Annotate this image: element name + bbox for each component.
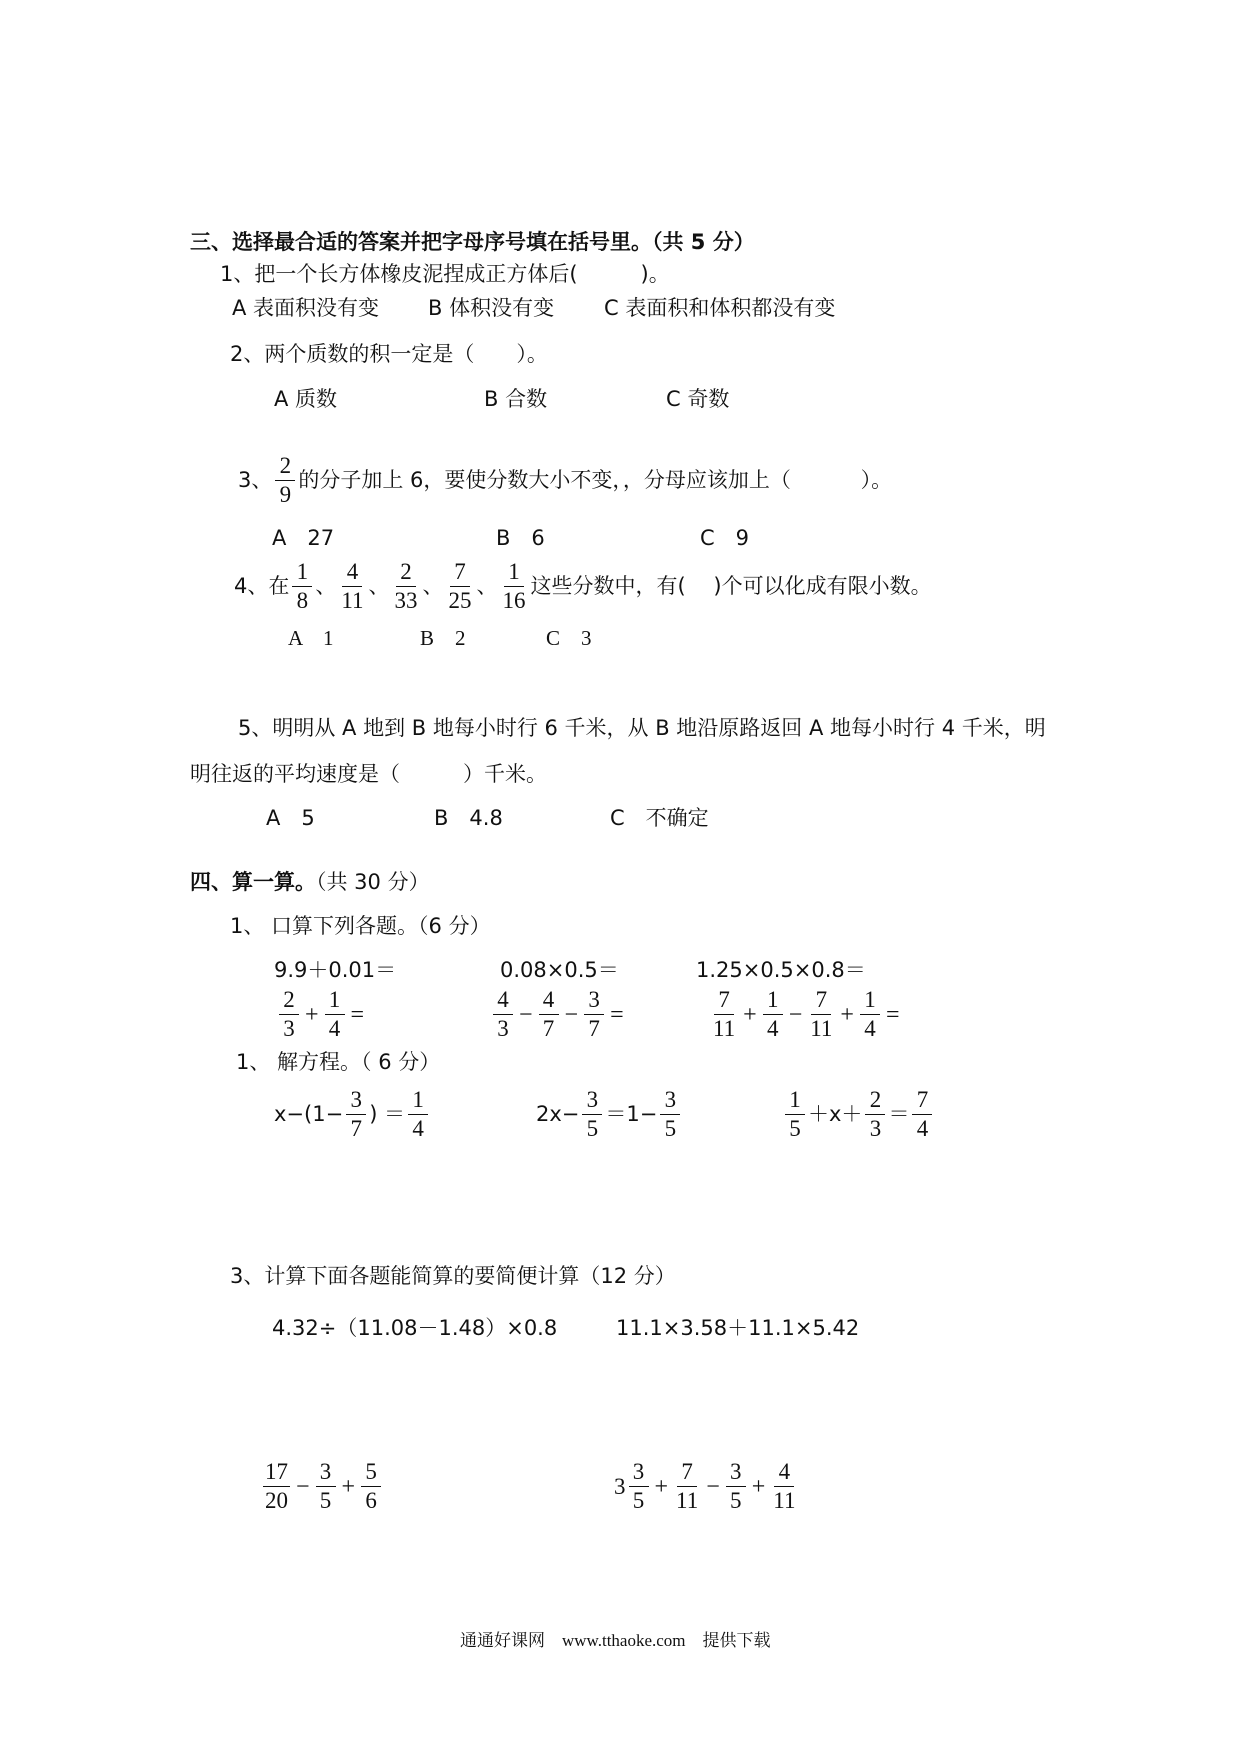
q4-option-a: A 1 [288,626,334,650]
q1-option-a: A 表面积没有变 [232,296,380,320]
q4-option-c: C 3 [546,626,592,650]
oral-calc-6: $\frac{7}{11}$ + $\frac{1}{4}$ − $\frac{7}{11}$ + $\frac{1}{4}$ = [713,987,900,1042]
q4-fraction-2: $\frac{4}{11}$ [341,559,364,614]
q3-option-b: B 6 [496,526,545,550]
q2-stem: 2、两个质数的积一定是（ ）。 [230,342,548,366]
oral-calc-2: 0.08×0.5＝ [500,958,619,982]
oral-calc-3: 1.25×0.5×0.8＝ [696,958,866,982]
q1-option-c: C 表面积和体积都没有变 [604,296,836,320]
q2-option-c: C 奇数 [666,387,730,411]
q5-option-c: C 不确定 [610,806,709,830]
q5-line-2: 明往返的平均速度是（ ）千米。 [190,762,547,786]
q4-separator: 、 [315,574,337,599]
calc-problem-3: $\frac{17}{20}$ − $\frac{3}{5}$ + $\frac{5}{6}$ [260,1460,384,1513]
q3-fraction: $\frac{2}{9}$ [275,454,295,507]
q4-separator: 、 [368,574,390,599]
q4-fraction-4: $\frac{7}{25}$ [448,559,472,614]
q4-fraction-5: $\frac{1}{16}$ [502,559,526,614]
q4-fraction-3: $\frac{2}{33}$ [394,559,418,614]
q1-option-b: B 体积没有变 [428,296,555,320]
q4-separator: 、 [476,574,498,599]
q4-prefix: 4、在 [234,574,290,599]
oral-calc-1: 9.9＋0.01＝ [274,958,397,982]
section-4-title-bold: 四、算一算。 [190,870,316,894]
q5-option-a: A 5 [266,806,315,830]
q1-stem: 1、把一个长方体橡皮泥捏成正方体后( )。 [220,262,670,286]
q5-option-b: B 4.8 [434,806,503,830]
oral-calc-5: $\frac{4}{3}$ − $\frac{4}{7}$ − $\frac{3}{7}$ = [490,988,627,1041]
q2-option-b: B 合数 [484,387,548,411]
q4-option-b: B 2 [420,626,466,650]
equation-3: $\frac{1}{5}$ ＋x＋ $\frac{2}{3}$ ＝ $\frac{7}{4}$ [782,1088,935,1141]
q4-stem [234,560,932,613]
equation-2: 2x− $\frac{3}{5}$ ＝1− $\frac{3}{5}$ [536,1088,683,1141]
q2-option-a: A 质数 [274,387,338,411]
calc-problem-1: 4.32÷（11.08－1.48）×0.8 [272,1316,558,1340]
calc-problem-4: 3 $\frac{3}{5}$ + $\frac{7}{11}$ − $\frac{3}{5}$ + $\frac{4}{11}$ [614,1459,796,1514]
oral-calc-4: $\frac{2}{3}$ + $\frac{1}{4}$ = [276,988,367,1041]
section-4-title-points: （共 30 分） [316,870,430,894]
equation-1: x−(1− $\frac{3}{7}$ ) ＝ $\frac{1}{4}$ [274,1088,431,1141]
sub2-title: 1、 解方程。（ 6 分） [236,1050,441,1074]
q4-separator: 、 [422,574,444,599]
section-3-title: 三、选择最合适的答案并把字母序号填在括号里。（共 5 分） [190,230,755,254]
footer-credit: 通通好课网 www.tthaoke.com 提供下载 [460,1631,771,1650]
section-4-title [190,872,430,893]
q4-suffix: 这些分数中，有( )个可以化成有限小数。 [530,574,932,599]
sub1-title: 1、 口算下列各题。（6 分） [230,914,491,938]
sub3-title: 3、计算下面各题能简算的要简便计算（12 分） [230,1264,676,1288]
q3-suffix: 的分子加上 6，要使分数大小不变，，分母应该加上（ ）。 [298,468,893,493]
q5-line-1: 5、明明从 A 地到 B 地每小时行 6 千米，从 B 地沿原路返回 A 地每小时行 4 千米，明 [238,716,1046,740]
q3-option-a: A 27 [272,526,335,550]
calc-problem-2: 11.1×3.58＋11.1×5.42 [616,1316,860,1340]
q4-fraction-1: $\frac{1}{8}$ [292,560,312,613]
q3-stem [238,454,892,507]
q3-prefix: 3、 [238,468,273,493]
q3-option-c: C 9 [700,526,750,550]
